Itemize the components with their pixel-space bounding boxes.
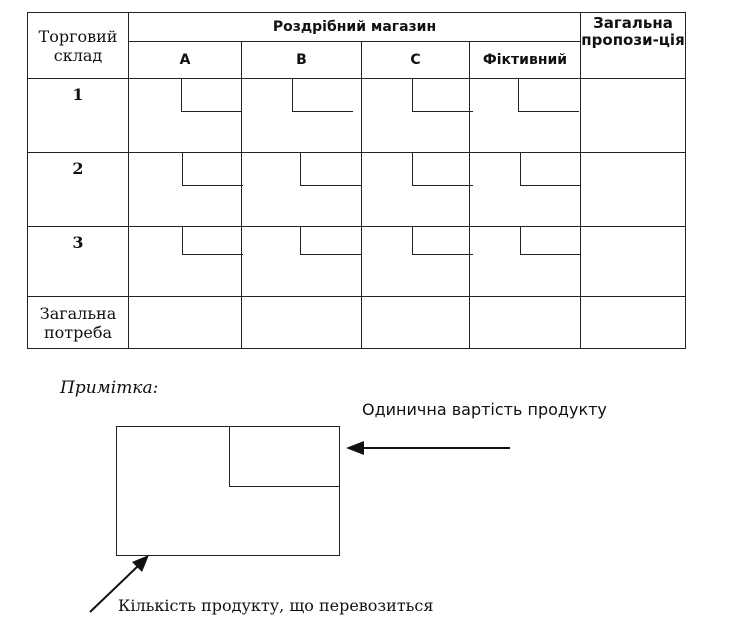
note-title: Примітка: — [60, 378, 159, 398]
arrow-to-cost-icon — [346, 441, 510, 455]
warehouse-1-label: 1 — [28, 79, 129, 153]
warehouse-3-label: 3 — [28, 227, 129, 297]
warehouse-header: Торговий склад — [28, 13, 129, 79]
store-b-header: B — [242, 42, 362, 79]
store-c-header: C — [362, 42, 470, 79]
supply-header: Загальна пропози-ція — [581, 13, 686, 79]
quantity-caption: Кількість продукту, що перевозиться — [118, 596, 434, 615]
demand-label: Загальна потреба — [28, 297, 129, 349]
arrow-to-quantity-icon — [90, 555, 149, 612]
warehouse-2-label: 2 — [28, 153, 129, 227]
store-dummy-header: Фіктивний — [470, 42, 581, 79]
store-a-header: A — [129, 42, 242, 79]
unit-cost-caption: Одинична вартість продукту — [362, 400, 607, 419]
retail-header: Роздрібний магазин — [129, 13, 581, 42]
